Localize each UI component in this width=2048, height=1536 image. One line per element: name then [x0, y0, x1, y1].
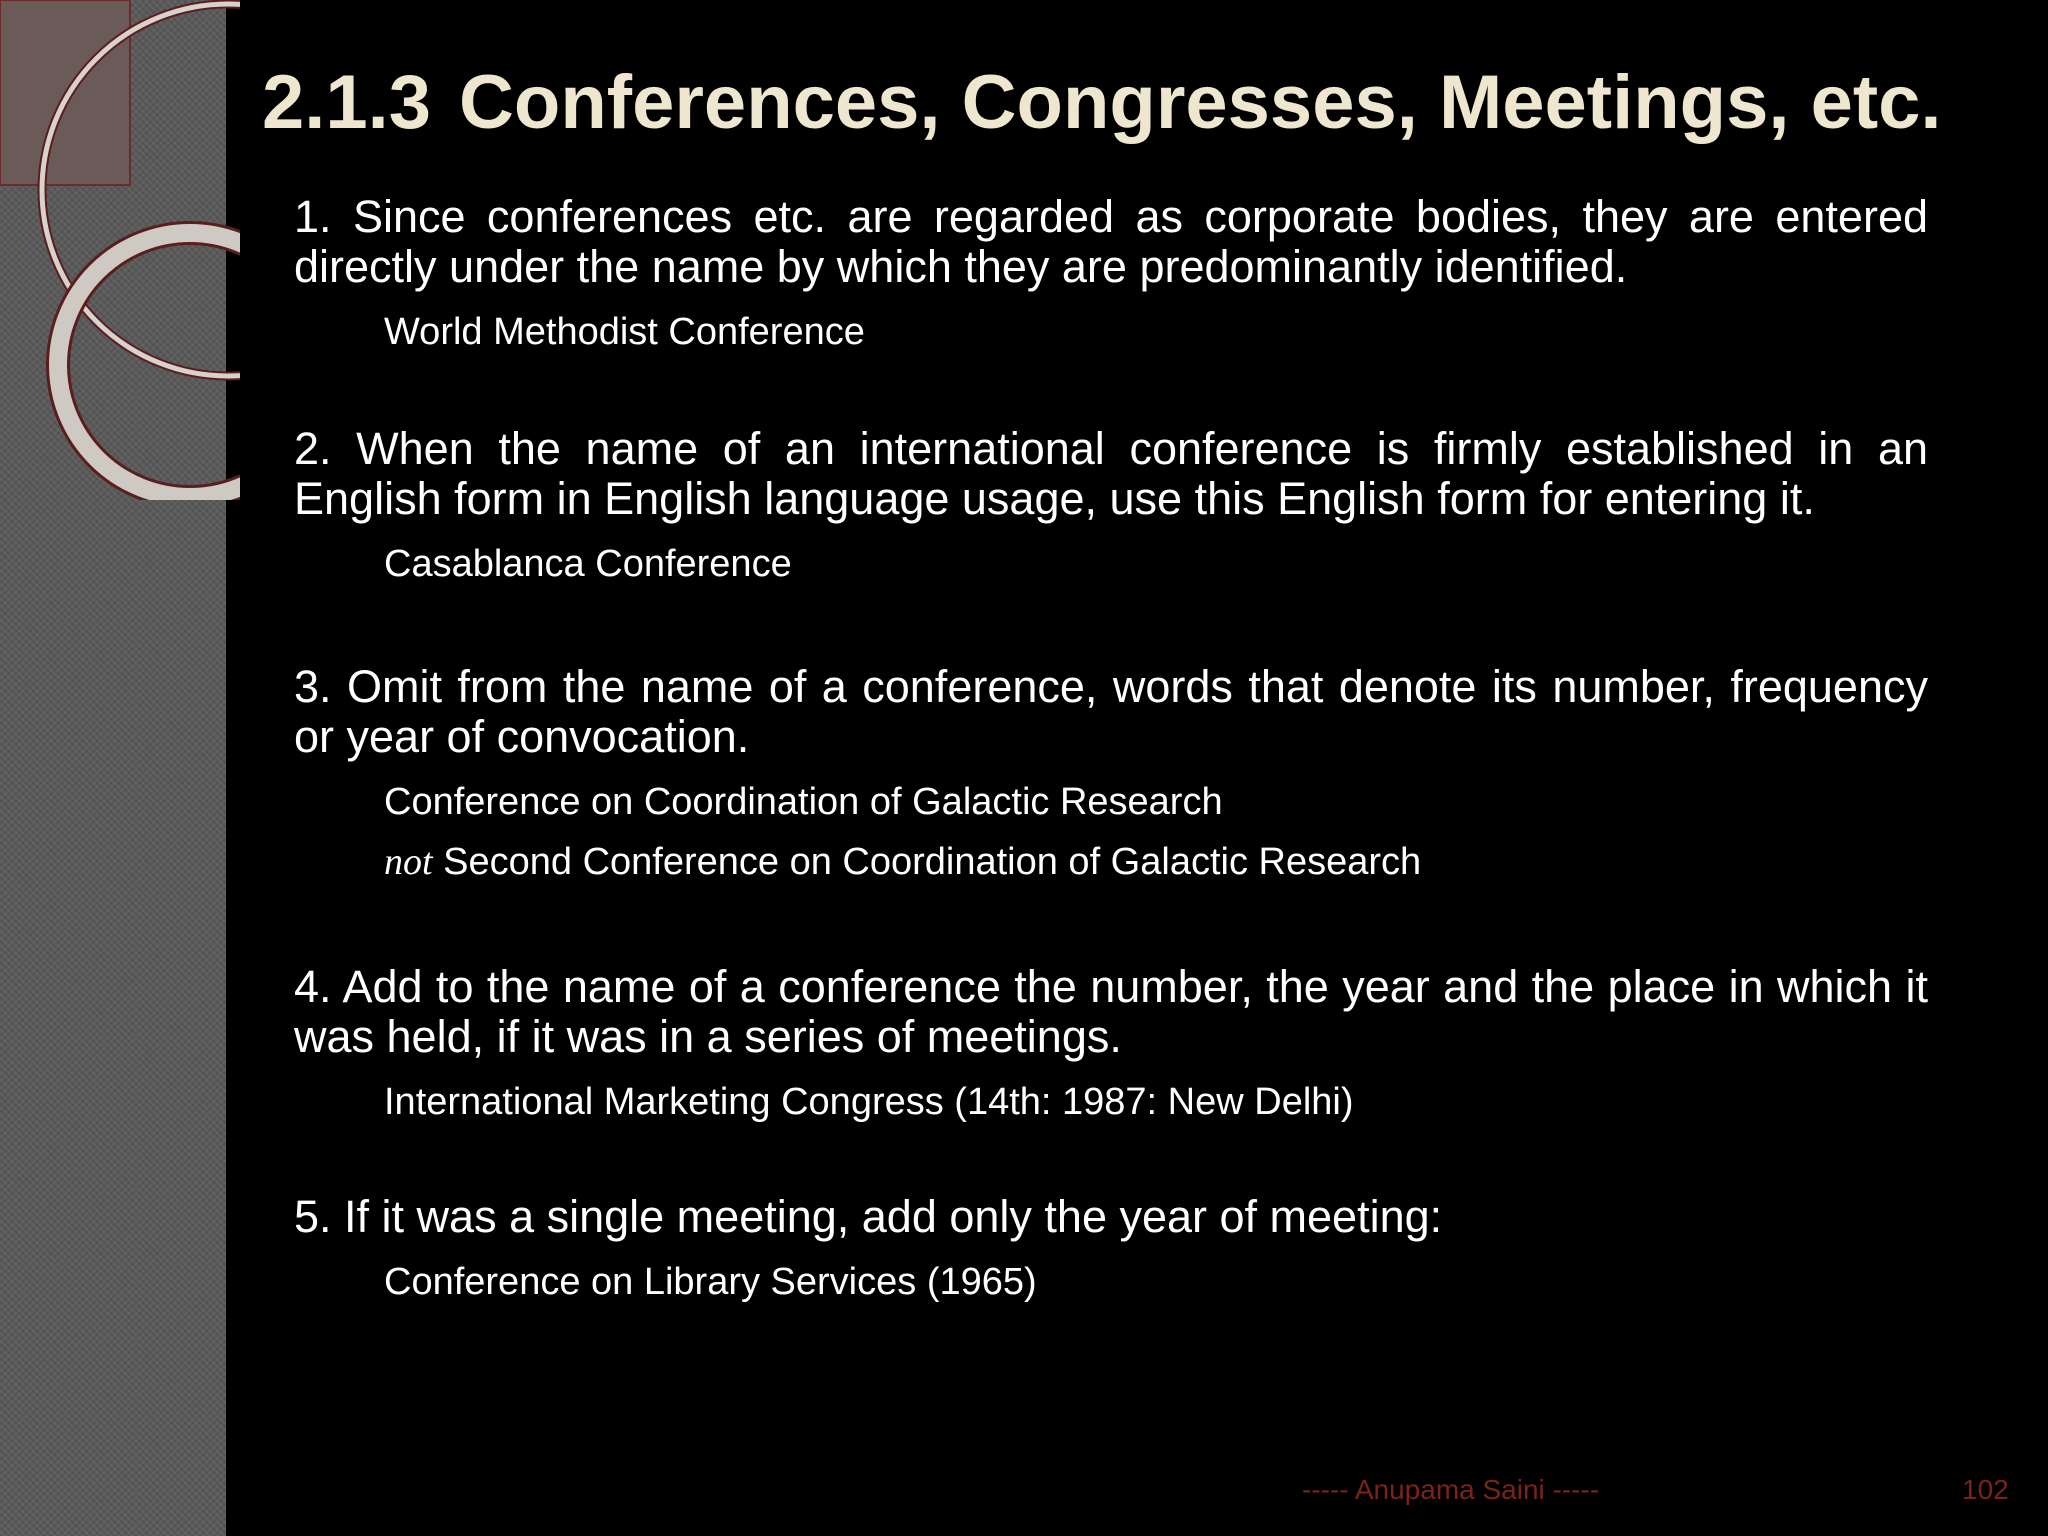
rule-example: Conference on Library Services (1965)	[384, 1261, 1037, 1303]
rule-text: 4. Add to the name of a conference the number, the year and the place in which it was held, if it was in a series of meetings.	[294, 961, 1928, 1062]
footer-page-number: 102	[1962, 1474, 2009, 1505]
slide-title-text: Conferences, Congresses, Meetings, etc.	[459, 60, 1942, 145]
slide-title	[262, 58, 1962, 148]
rule-example: World Methodist Conference	[384, 311, 865, 353]
rule-example: International Marketing Congress (14th: 1987: New Delhi)	[384, 1081, 1354, 1123]
rule-text: 1. Since conferences etc. are regarded as corporate bodies, they are entered directly under the name by which they are predominantly identified.	[294, 191, 1928, 292]
rule-negative-example	[384, 840, 1928, 884]
rule-text: 5. If it was a single meeting, add only the year of meeting:	[294, 1191, 1443, 1242]
rule-example: Casablanca Conference	[384, 543, 792, 585]
negative-prefix: not	[384, 841, 433, 883]
rule-text: 3. Omit from the name of a conference, words that denote its number, frequency or year of convocation.	[294, 661, 1928, 762]
rule-item	[294, 192, 1928, 354]
rule-example: Conference on Coordination of Galactic Research	[384, 781, 1223, 823]
slide-title-number: 2.1.3	[262, 60, 432, 145]
rule-item	[294, 962, 1928, 1124]
rule-item	[294, 424, 1928, 586]
decorative-rings	[0, 0, 240, 500]
negative-example-text: Second Conference on Coordination of Galactic Research	[443, 841, 1422, 883]
rule-text: 2. When the name of an international conference is firmly established in an English form in English language usage, use this English form for entering it.	[294, 423, 1928, 524]
footer-author: ----- Anupama Saini -----	[1302, 1474, 1600, 1505]
decorative-ring-small	[58, 233, 240, 497]
rule-item	[294, 662, 1928, 884]
rule-item	[294, 1192, 1928, 1304]
